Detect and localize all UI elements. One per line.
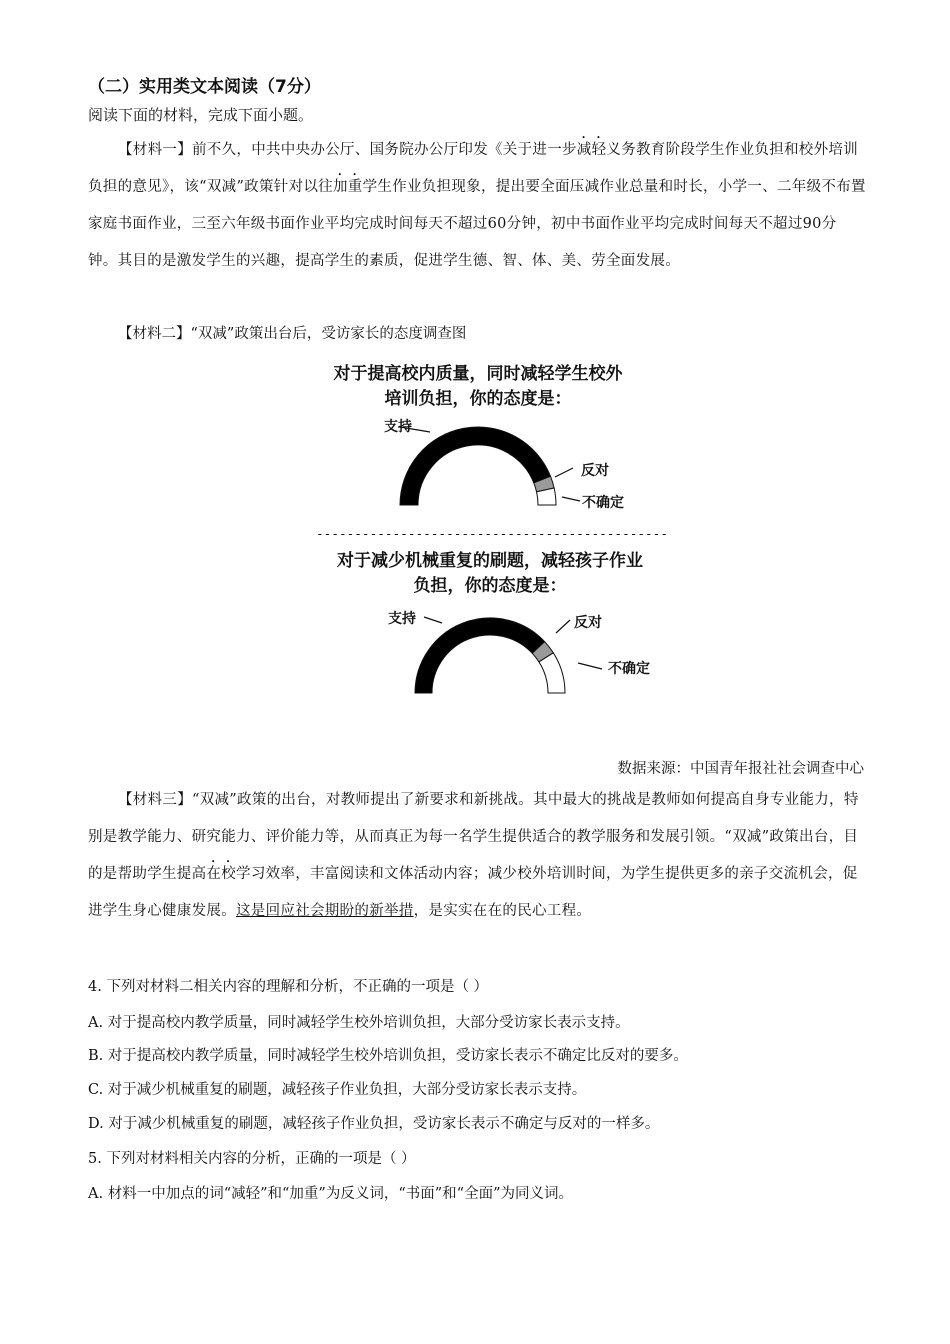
chart-1-title-line1: 对于提高校内质量，同时减轻学生校外 <box>333 364 623 384</box>
chart-2-unsure-leader <box>578 663 602 669</box>
chart-2-support-leader <box>424 617 442 623</box>
question-4-option-c: C. 对于减少机械重复的刷题，减轻孩子作业负担，大部分受访家长表示支持。 <box>88 1082 587 1098</box>
chart-divider: ---------------------------------------------- <box>316 527 668 541</box>
question-5: 5. 下列对材料相关内容的分析，正确的一项是（ ） <box>88 1151 416 1167</box>
material-one-text-1: 【材料一】前不久，中共中央办公厅、国务院办公厅印发《关于进一步 <box>118 142 577 158</box>
underlined-sentence: 这是回应社会期盼的新举措 <box>236 903 414 919</box>
chart-2-title-line1: 对于减少机械重复的刷题，减轻孩子作业 <box>337 551 643 571</box>
material-one <box>88 132 866 280</box>
question-4-option-d: D. 对于减少机械重复的刷题，减轻孩子作业负担，受访家长表示不确定与反对的一样多。 <box>88 1116 660 1132</box>
chart-1-oppose-leader <box>555 468 573 477</box>
chart-2-title-line2: 负担，你的态度是： <box>413 576 567 596</box>
chart-2-label-support: 支持 <box>388 611 416 627</box>
chart-1-unsure-leader <box>562 497 580 501</box>
chart-1-slice-support <box>400 427 551 505</box>
question-4: 4. 下列对材料二相关内容的理解和分析，不正确的一项是（ ） <box>88 979 489 995</box>
chart-2-label-oppose: 反对 <box>574 615 602 631</box>
chart-2-oppose-leader <box>556 620 570 633</box>
material-three-text-1: 【材料三】“双减”政策的出台，对教师提出了新要求和新挑战。其中最大的挑战是教师如何提高自身专业能力，特别是教学能力、研究能力、评价能力等，从而真正为每一名学生提供适合的教学服务和发展引领。“双减”政策出台，目的是帮助学生提高 <box>88 792 859 882</box>
material-three-text-2: 学习效率，丰富阅读和文体活动内容；减少校外培训时间，为学生提供更多的亲子交流机会，促进学生身心健康发展。 <box>88 866 858 919</box>
question-4-option-a: A. 对于提高校内教学质量，同时减轻学生校外培训负担，大部分受访家长表示支持。 <box>88 1015 630 1031</box>
dotted-word-jianqing: 减轻 <box>576 142 607 158</box>
chart-2-arc <box>415 618 565 693</box>
chart-1-label-support: 支持 <box>384 419 412 435</box>
chart-2-slice-support <box>415 618 545 693</box>
material-one-text-3: 学生作业负担现象，提出要全面压减作业总量和时长，小学一、二年级不布置家庭书面作业，三至六年级书面作业平均完成时间每天不超过60分钟，初中书面作业平均完成时间每天不超过90分钟。其目的是激发学生的兴趣，提高学生的素质，促进学生德、智、体、美、劳全面发展。 <box>88 179 866 269</box>
dotted-word-jiazhong: 加重 <box>332 179 363 195</box>
data-source: 数据来源：中国青年报社社会调查中心 <box>617 761 864 777</box>
chart-1-label-oppose: 反对 <box>581 463 609 479</box>
question-4-option-b: B. 对于提高校内教学质量，同时减轻学生校外培训负担，受访家长表示不确定比反对的要多。 <box>88 1048 688 1064</box>
material-one-text-2: 义务教育阶段学生作业负担和校外培训负担的意见》，该“双减”政策针对以往 <box>88 142 859 195</box>
section-title: （二）实用类文本阅读（7分） <box>88 77 321 97</box>
attitude-survey-chart <box>300 355 680 695</box>
material-three-text-3: ，是实实在在的民心工程。 <box>413 903 592 919</box>
chart-1-label-unsure: 不确定 <box>582 495 624 511</box>
material-three <box>88 782 866 930</box>
dotted-word-zaixiao: 在校 <box>206 866 237 882</box>
chart-1-title-line2: 培训负担，你的态度是： <box>384 389 572 409</box>
chart-2-label-unsure: 不确定 <box>608 661 650 677</box>
instruction: 阅读下面的材料，完成下面小题。 <box>88 106 314 124</box>
question-5-option-a: A. 材料一中加点的词“减轻”和“加重”为反义词，“书面”和“全面”为同义词。 <box>88 1186 573 1202</box>
material-two-heading: 【材料二】“双减”政策出台后，受访家长的态度调查图 <box>118 326 467 342</box>
chart-1-arc <box>400 427 556 505</box>
